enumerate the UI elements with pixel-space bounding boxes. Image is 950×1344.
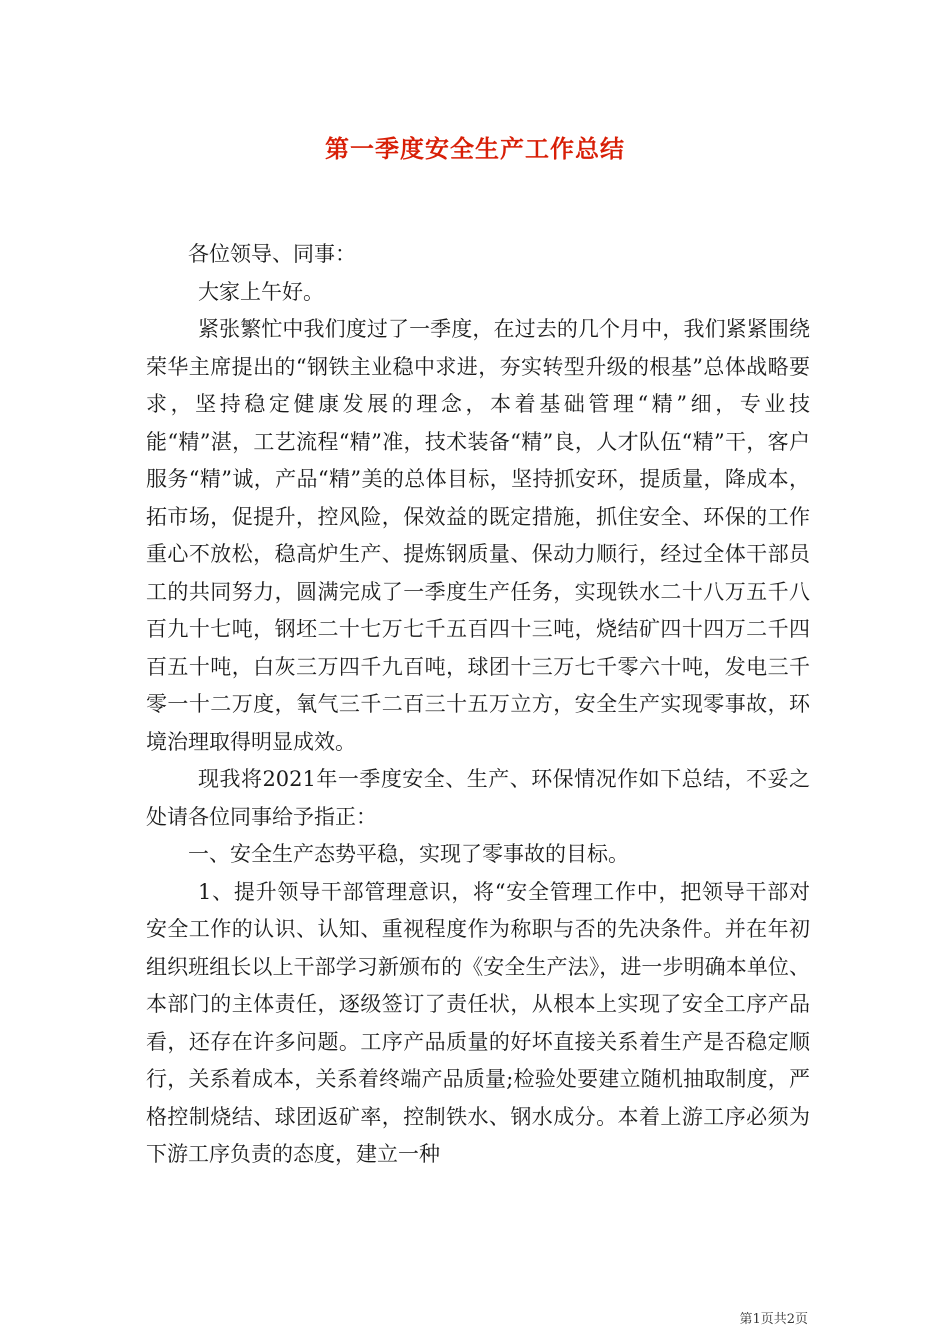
greeting: 大家上午好。 — [198, 279, 324, 304]
paragraph-intro: 紧张繁忙中我们度过了一季度，在过去的几个月中，我们紧紧围绕荣华主席提出的“钢铁主业稳中求进，夯实转型升级的根基”总体战略要求，坚持稳定健康发展的理念，本着基础管理“精”细，专业技能“精”湛，工艺流程“精”准，技术装备“精”良，人才队伍“精”干，客户服务“精”诚，产品“精”美的总体目标，坚持抓安环，提质量，降成本，拓市场，促提升，控风险，保效益的既定措施，抓住安全、环保的工作重心不放松，稳高炉生产、提炼钢质量、保动力顺行，经过全体干部员工的共同努力，圆满完成了一季度生产任务，实现铁水二十八万五千八百九十七吨，钢坯二十七万七千五百四十三吨，烧结矿四十四万二千四百五十吨，白灰三万四千九百吨，球团十三万七千零六十吨，发电三千零一十二万度，氧气三千二百三十五万立方，安全生产实现零事故，环境治理取得明显成效。 — [146, 317, 810, 754]
document-body — [146, 236, 810, 1174]
document-title: 第一季度安全生产工作总结 — [325, 134, 625, 163]
salutation: 各位领导、同事： — [188, 242, 356, 266]
paragraph-item-1: 1、提升领导干部管理意识，将“安全管理工作中，把领导干部对安全工作的认识、认知、重视程度作为称职与否的先决条件。并在年初组织班组长以上干部学习新颁布的《安全生产法》，进一步明确本单位、本部门的主体责任，逐级签订了责任状，从根本上实现了安全工序产品看，还存在许多问题。工序产品质量的好坏直接关系着生产是否稳定顺行，关系着成本，关系着终端产品质量;检验处要建立随机抽取制度，严格控制烧结、球团返矿率，控制铁水、钢水成分。本着上游工序必须为下游工序负责的态度，建立一种 — [146, 879, 810, 1166]
page-indicator: 第1页共2页 — [739, 1312, 808, 1327]
paragraph-summary-note: 现我将2021年一季度安全、生产、环保情况作如下总结，不妥之处请各位同事给予指正： — [146, 767, 810, 829]
section-heading-1: 一、安全生产态势平稳，实现了零事故的目标。 — [188, 842, 629, 866]
